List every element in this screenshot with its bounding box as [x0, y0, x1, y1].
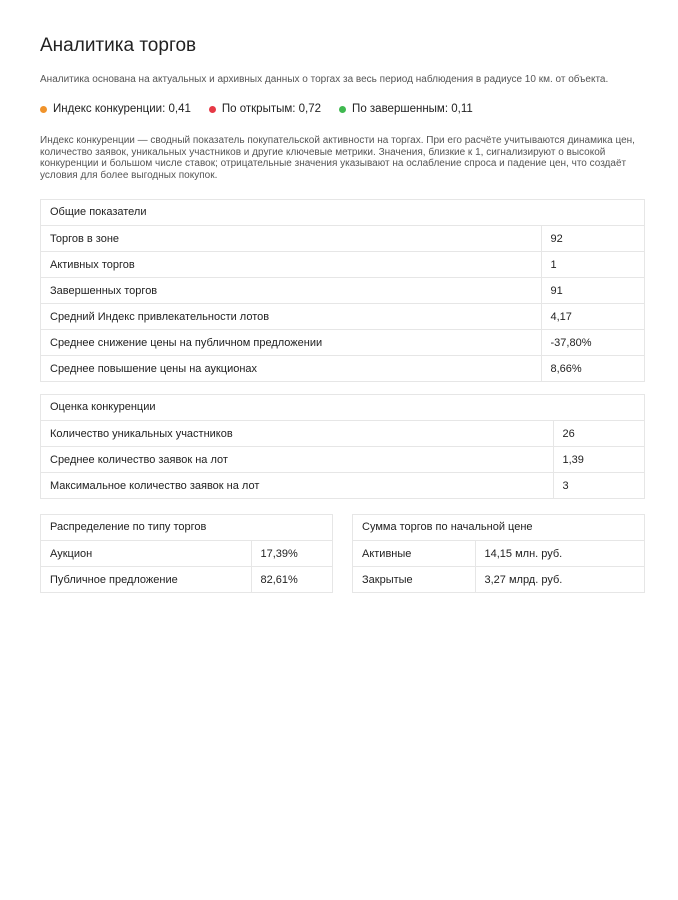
row-value: 17,39% — [251, 541, 332, 567]
row-value: 4,17 — [541, 304, 644, 330]
row-value: 3,27 млрд. руб. — [475, 567, 644, 593]
sums-table — [352, 514, 645, 593]
index-open-label: По открытым: 0,72 — [221, 103, 322, 115]
page-subtitle: Аналитика основана на актуальных и архивных данных о торгах за весь период наблюдения в радиусе 10 км. от объекта. — [40, 74, 609, 85]
row-label: Завершенных торгов — [41, 278, 541, 304]
row-label: Среднее снижение цены на публичном предложении — [41, 330, 541, 356]
competition-assessment-table — [40, 394, 645, 499]
competition-indices — [40, 103, 491, 115]
index-competition-label: Индекс конкуренции: 0,41 — [53, 103, 191, 115]
distribution-table — [40, 514, 333, 593]
row-value: 8,66% — [541, 356, 644, 382]
row-label: Средний Индекс привлекательности лотов — [41, 304, 541, 330]
index-description: Индекс конкуренции — сводный показатель покупательской активности на торгах. При его расчёте учитываются динамика цен, количество заявок, уникальных участников и другие ключевые метрики. Значения, близкие к 1, сигнализируют о высокой конкуренции и большом числе ставок; отрицательные значения указывают на ослабление спроса и падение цен, что создаёт условия для более выгодных покупок. — [40, 135, 635, 181]
row-label: Среднее количество заявок на лот — [41, 447, 553, 473]
row-value: -37,80% — [541, 330, 644, 356]
distribution-title: Распределение по типу торгов — [41, 515, 332, 541]
index-completed — [339, 103, 473, 115]
row-value: 1,39 — [553, 447, 644, 473]
index-completed-label: По завершенным: 0,11 — [352, 103, 473, 115]
competition-assessment-title: Оценка конкуренции — [41, 395, 644, 421]
index-competition — [40, 103, 191, 115]
table-row — [353, 567, 644, 593]
row-label: Аукцион — [41, 541, 251, 567]
row-value: 92 — [541, 226, 644, 252]
green-dot-icon — [339, 106, 346, 113]
row-label: Количество уникальных участников — [41, 421, 553, 447]
general-indicators-title: Общие показатели — [41, 200, 644, 226]
table-row — [41, 226, 644, 252]
row-label: Торгов в зоне — [41, 226, 541, 252]
table-row — [41, 447, 644, 473]
table-row — [41, 252, 644, 278]
row-value: 3 — [553, 473, 644, 499]
row-label: Публичное предложение — [50, 573, 178, 586]
index-open — [209, 103, 321, 115]
sums-title: Сумма торгов по начальной цене — [353, 515, 644, 541]
row-value: 26 — [553, 421, 644, 447]
table-row — [353, 541, 644, 567]
row-label: Максимальное количество заявок на лот — [50, 479, 260, 492]
row-value: 14,15 млн. руб. — [475, 541, 644, 567]
table-row — [41, 304, 644, 330]
row-value: 91 — [541, 278, 644, 304]
table-row — [41, 278, 644, 304]
table-row — [41, 421, 644, 447]
row-value: 1 — [541, 252, 644, 278]
row-label: Закрытые — [362, 573, 413, 586]
row-value: 82,61% — [251, 567, 332, 593]
table-row — [41, 330, 644, 356]
table-row — [41, 473, 644, 499]
general-indicators-table — [40, 199, 645, 382]
page-title: Аналитика торгов — [40, 35, 197, 56]
table-row — [41, 356, 644, 382]
row-label: Активных торгов — [41, 252, 541, 278]
table-row — [41, 541, 332, 567]
red-dot-icon — [209, 106, 216, 113]
row-label: Активные — [353, 541, 475, 567]
table-row — [41, 567, 332, 593]
row-label: Среднее повышение цены на аукционах — [50, 362, 258, 375]
orange-dot-icon — [40, 106, 47, 113]
